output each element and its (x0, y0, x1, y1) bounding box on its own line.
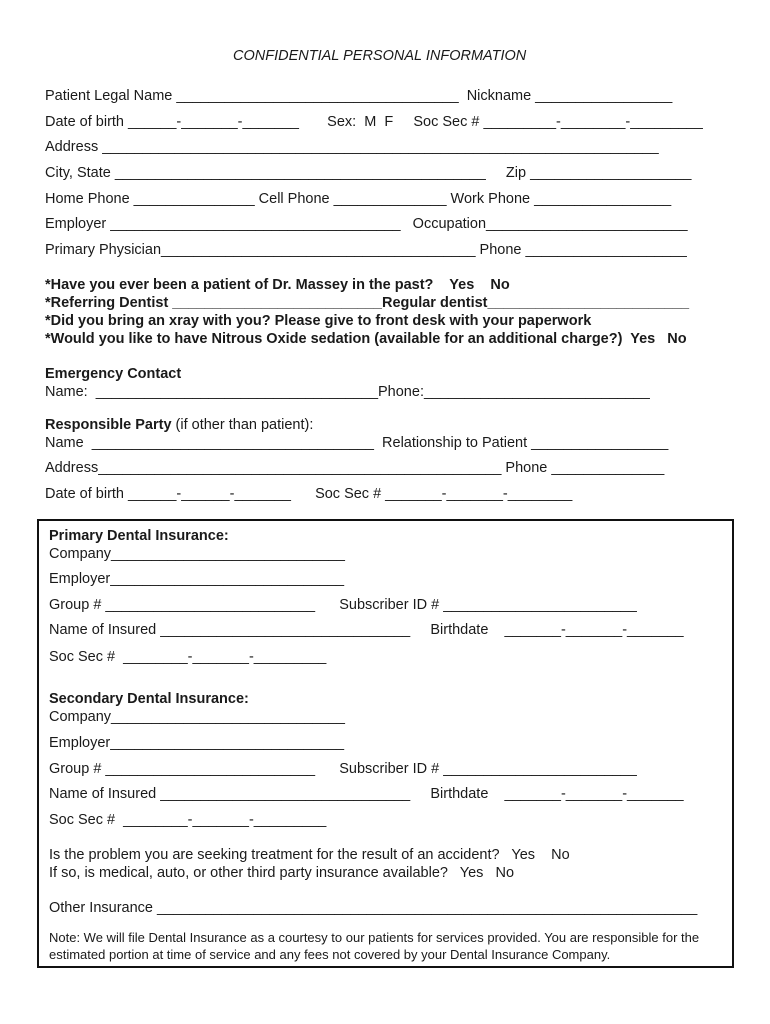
city-state-zip-field[interactable]: City, State ______________________________________________ Zip ____________________ (45, 165, 692, 181)
third-party-question[interactable]: If so, is medical, auto, or other third party insurance available? Yes No (49, 865, 515, 881)
referring-dentist-field[interactable]: *Referring Dentist __________________________Regular dentist_________________________ (45, 295, 690, 311)
responsible-heading-note: (if other than patient): (171, 417, 314, 433)
phones-field[interactable]: Home Phone _______________ Cell Phone ______________ Work Phone _________________ (45, 191, 672, 207)
primary-insured-field[interactable]: Name of Insured _______________________________ Birthdate _______-_______-_______ (49, 622, 684, 638)
nitrous-question[interactable]: *Would you like to have Nitrous Oxide sedation (available for an additional charge?) Yes No (45, 331, 687, 347)
secondary-group-field[interactable]: Group # __________________________ Subscriber ID # ________________________ (49, 761, 637, 777)
emergency-contact-field[interactable]: Name: ___________________________________Phone:____________________________ (45, 384, 650, 400)
responsible-heading (45, 416, 313, 434)
primary-ssn-field[interactable]: Soc Sec # ________-_______-_________ (49, 649, 327, 665)
primary-group-field[interactable]: Group # __________________________ Subscriber ID # ________________________ (49, 597, 637, 613)
primary-insurance-heading: Primary Dental Insurance: (49, 528, 229, 544)
physician-field[interactable]: Primary Physician_______________________________________ Phone ____________________ (45, 242, 687, 258)
patient-name-field[interactable]: Patient Legal Name ___________________________________ Nickname _________________ (45, 88, 673, 104)
responsible-name-field[interactable]: Name ___________________________________ Relationship to Patient _________________ (45, 435, 669, 451)
emergency-heading: Emergency Contact (45, 366, 182, 382)
primary-company-field[interactable]: Company_____________________________ (49, 546, 345, 562)
dob-sex-ssn-field[interactable]: Date of birth ______-_______-_______ Sex: M F Soc Sec # _________-________-_________ (45, 114, 703, 130)
secondary-insured-field[interactable]: Name of Insured _______________________________ Birthdate _______-_______-_______ (49, 786, 684, 802)
primary-employer-field[interactable]: Employer_____________________________ (49, 571, 345, 587)
xray-question: *Did you bring an xray with you? Please give to front desk with your paperwork (45, 313, 592, 329)
secondary-insurance-heading: Secondary Dental Insurance: (49, 691, 249, 707)
past-patient-question[interactable]: *Have you ever been a patient of Dr. Massey in the past? Yes No (45, 277, 510, 293)
other-insurance-field[interactable]: Other Insurance ___________________________________________________________________ (49, 900, 698, 916)
secondary-company-field[interactable]: Company_____________________________ (49, 709, 345, 725)
employer-occupation-field[interactable]: Employer ____________________________________ Occupation_________________________ (45, 216, 688, 232)
accident-question[interactable]: Is the problem you are seeking treatment for the result of an accident? Yes No (49, 847, 570, 863)
responsible-dob-ssn-field[interactable]: Date of birth ______-______-_______ Soc Sec # _______-_______-________ (45, 486, 573, 502)
page-title: CONFIDENTIAL PERSONAL INFORMATION (233, 48, 527, 64)
responsible-heading-label: Responsible Party (45, 417, 172, 433)
insurance-note: Note: We will file Dental Insurance as a courtesy to our patients for services provided. You are responsible for the estimated portion at time of service and any fees not covered by your Dental Insurance Company. (49, 930, 700, 962)
secondary-ssn-field[interactable]: Soc Sec # ________-_______-_________ (49, 812, 327, 828)
secondary-employer-field[interactable]: Employer_____________________________ (49, 735, 345, 751)
address-field[interactable]: Address _____________________________________________________________________ (45, 139, 659, 155)
responsible-address-field[interactable]: Address__________________________________________________ Phone ______________ (45, 460, 665, 476)
